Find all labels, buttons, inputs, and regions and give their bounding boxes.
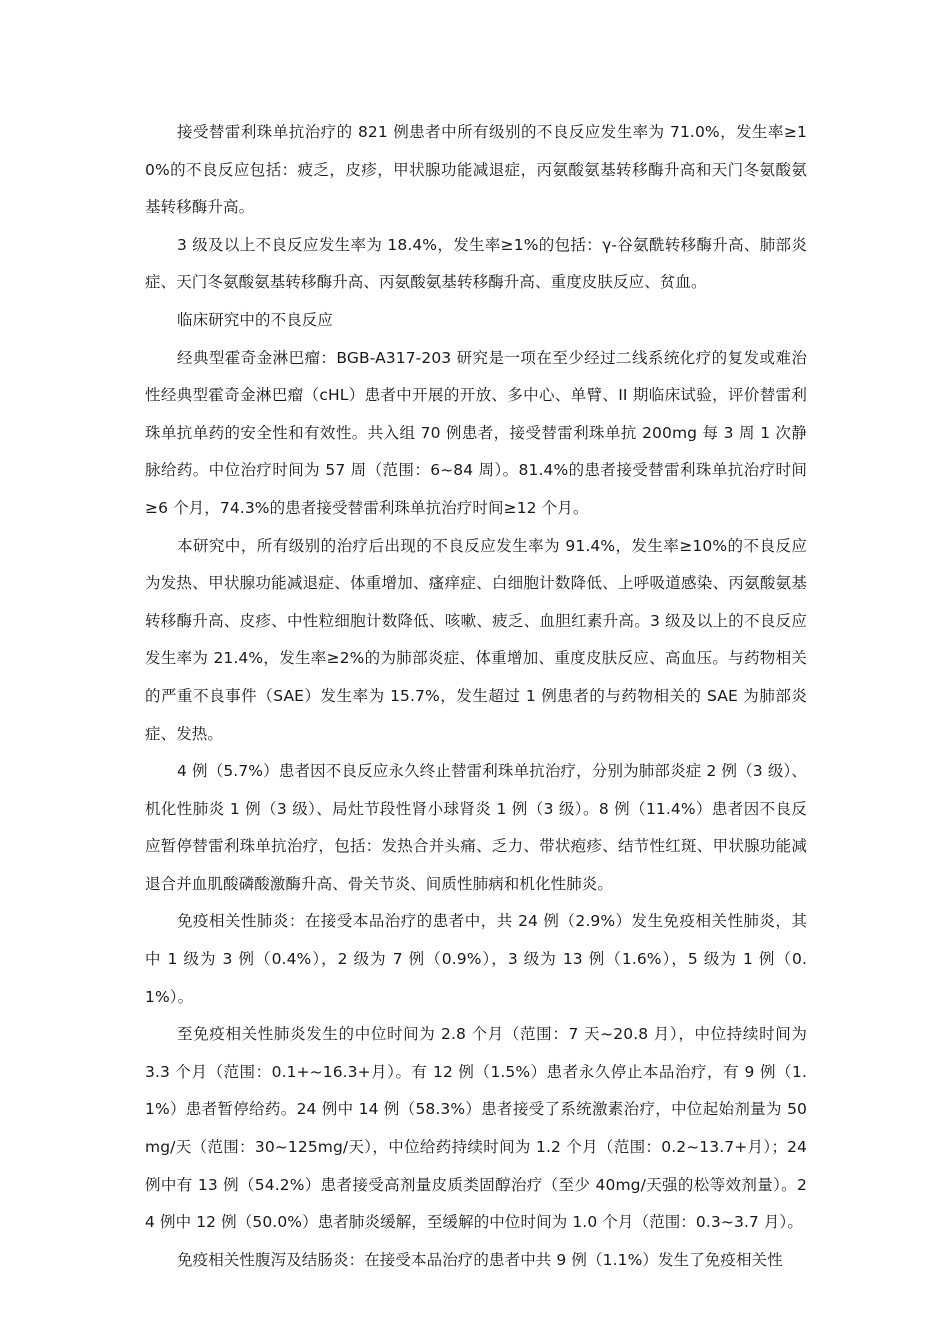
paragraph-immune-pneumonitis: 免疫相关性肺炎：在接受本品治疗的患者中，共 24 例（2.9%）发生免疫相关性肺炎，其中 1 级为 3 例（0.4%），2 级为 7 例（0.9%），3 级为 13 例（1.6%），5 级为 1 例（0.1%）。 [145, 912, 807, 1006]
paragraph-grade3-adverse-reactions: 3 级及以上不良反应发生率为 18.4%，发生率≥1%的包括：γ-谷氨酰转移酶升高、肺部炎症、天门冬氨酸氨基转移酶升高、丙氨酸氨基转移酶升高、重度皮肤反应、贫血。 [145, 235, 807, 292]
paragraph-treatment-discontinuation: 4 例（5.7%）患者因不良反应永久终止替雷利珠单抗治疗，分别为肺部炎症 2 例（3 级）、机化性肺炎 1 例（3 级）、局灶节段性肾小球肾炎 1 例（3 级）。8 例（11.4%）患者因不良反应暂停替雷利珠单抗治疗，包括：发热合并头痛、乏力、带状疱疹、结节性红斑、甲状腺功能减退合并血肌酸磷酸激酶升高、骨关节炎、间质性肺病和机化性肺炎。 [145, 762, 807, 893]
section-heading-clinical-studies: 临床研究中的不良反应 [177, 310, 334, 329]
document-page [145, 114, 807, 1279]
paragraph-pneumonitis-timing: 至免疫相关性肺炎发生的中位时间为 2.8 个月（范围：7 天~20.8 月），中位持续时间为 3.3 个月（范围：0.1+~16.3+月）。有 12 例（1.5%）患者永久停止本品治疗，有 9 例（1.1%）患者暂停给药。24 例中 14 例（58.3%）患者接受了系统激素治疗，中位起始剂量为 50mg/天（范围：30~125mg/天），中位给药持续时间为 1.2 个月（范围：0.2~13.7+月）；24 例中有 13 例（54.2%）患者接受高剂量皮质类固醇治疗（至少 40mg/天强的松等效剂量）。24 例中 12 例（50.0%）患者肺炎缓解，至缓解的中位时间为 1.0 个月（范围：0.3~3.7 月）。 [145, 1025, 807, 1232]
paragraph-chl-study: 经典型霍奇金淋巴瘤：BGB-A317-203 研究是一项在至少经过二线系统化疗的复发或难治性经典型霍奇金淋巴瘤（cHL）患者中开展的开放、多中心、单臂、II 期临床试验，评价替雷利珠单抗单药的安全性和有效性。共入组 70 例患者，接受替雷利珠单抗 200mg 每 3 周 1 次静脉给药。中位治疗时间为 57 周（范围：6~84 周）。81.4%的患者接受替雷利珠单抗治疗时间≥6 个月，74.3%的患者接受替雷利珠单抗治疗时间≥12 个月。 [145, 348, 807, 517]
paragraph-immune-colitis: 免疫相关性腹泻及结肠炎：在接受本品治疗的患者中共 9 例（1.1%）发生了免疫相关性 [177, 1250, 783, 1269]
paragraph-study-results: 本研究中，所有级别的治疗后出现的不良反应发生率为 91.4%，发生率≥10%的不良反应为发热、甲状腺功能减退症、体重增加、瘙痒症、白细胞计数降低、上呼吸道感染、丙氨酸氨基转移酶升高、皮疹、中性粒细胞计数降低、咳嗽、疲乏、血胆红素升高。3 级及以上的不良反应发生率为 21.4%，发生率≥2%的为肺部炎症、体重增加、重度皮肤反应、高血压。与药物相关的严重不良事件（SAE）发生率为 15.7%，发生超过 1 例患者的与药物相关的 SAE 为肺部炎症、发热。 [145, 536, 807, 743]
paragraph-overall-adverse-reactions: 接受替雷利珠单抗治疗的 821 例患者中所有级别的不良反应发生率为 71.0%，发生率≥10%的不良反应包括：疲乏，皮疹，甲状腺功能减退症，丙氨酸氨基转移酶升高和天门冬氨酸氨基转移酶升高。 [145, 123, 807, 217]
